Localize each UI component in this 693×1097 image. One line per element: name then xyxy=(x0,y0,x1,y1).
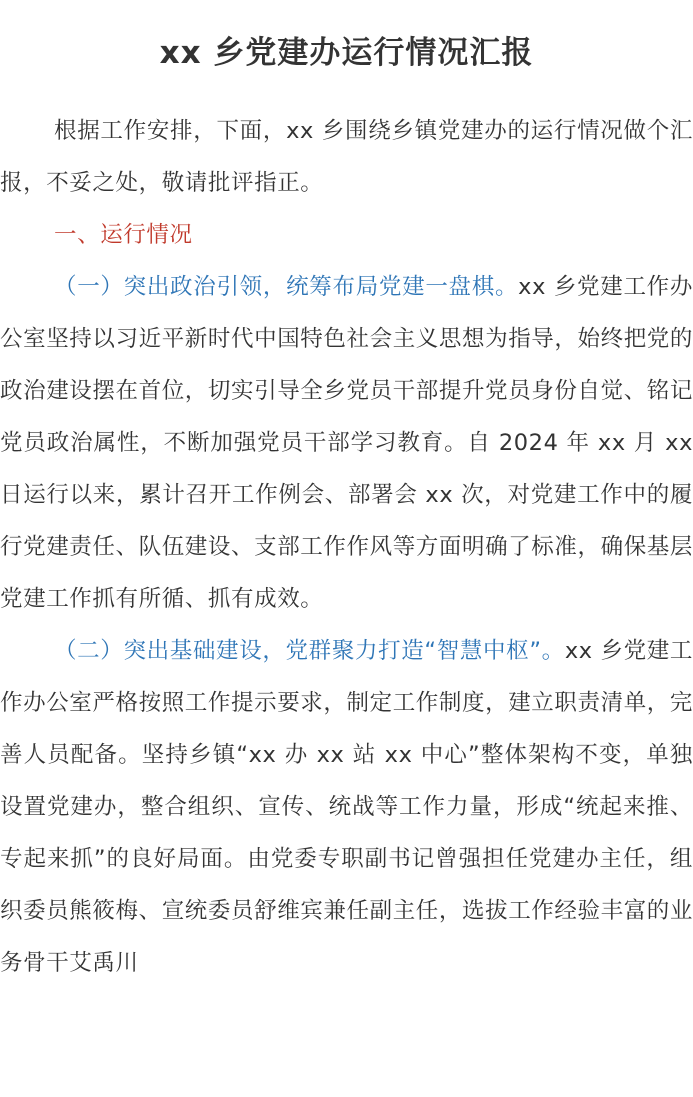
document-body xyxy=(0,105,693,989)
item-1-heading: （一）突出政治引领，统筹布局党建一盘棋。 xyxy=(54,274,519,300)
item-2-text: xx 乡党建工作办公室严格按照工作提示要求，制定工作制度，建立职责清单，完善人员配备。坚持乡镇“xx 办 xx 站 xx 中心”整体架构不变，单独设置党建办，整合组织、宣传、统战等工作力量，形成“统起来推、专起来抓”的良好局面。由党委专职副书记曾强担任党建办主任，组织委员熊筱梅、宣统委员舒维宾兼任副主任，选拔工作经验丰富的业务骨干艾禹川 xyxy=(0,638,693,976)
section-heading-text: 一、运行情况 xyxy=(54,222,193,248)
document-title: xx 乡党建办运行情况汇报 xyxy=(159,35,534,71)
item-2-heading: （二）突出基础建设，党群聚力打造“智慧中枢”。 xyxy=(54,638,565,664)
item-1-text: xx 乡党建工作办公室坚持以习近平新时代中国特色社会主义思想为指导，始终把党的政治建设摆在首位，切实引导全乡党员干部提升党员身份自觉、铭记党员政治属性，不断加强党员干部学习教育。自 2024 年 xx 月 xx 日运行以来，累计召开工作例会、部署会 xx 次，对党建工作中的履行党建责任、队伍建设、支部工作作风等方面明确了标准，确保基层党建工作抓有所循、抓有成效。 xyxy=(0,274,693,612)
section-heading xyxy=(0,209,693,261)
item-2-paragraph xyxy=(0,625,693,989)
intro-paragraph: 根据工作安排，下面，xx 乡围绕乡镇党建办的运行情况做个汇报，不妥之处，敬请批评指正。 xyxy=(0,118,693,196)
item-1-paragraph xyxy=(0,261,693,625)
